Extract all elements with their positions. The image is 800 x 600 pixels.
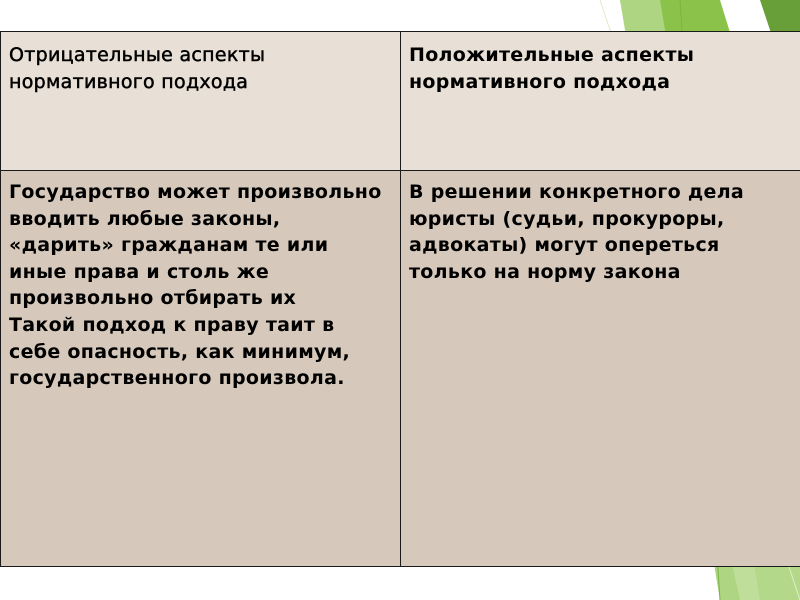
header-negative-text: Отрицательные аспекты нормативного подхода bbox=[9, 44, 266, 93]
header-positive-text: Положительные аспекты нормативного подхода bbox=[409, 44, 695, 93]
table-header-row bbox=[1, 32, 800, 171]
header-negative-aspects bbox=[1, 32, 401, 171]
aspects-table bbox=[0, 31, 800, 567]
negative-aspects-text: Государство может произвольно вводить любые законы, «дарить» гражданам те или иные права и столь же произвольно отбирать их Такой подход к праву таит в себе опасность, как минимум, государственного произвола. bbox=[9, 181, 382, 390]
table-row bbox=[1, 171, 800, 567]
header-positive-aspects bbox=[401, 32, 800, 171]
cell-negative-aspects bbox=[1, 171, 401, 567]
positive-aspects-text: В решении конкретного дела юристы (судьи, прокуроры, адвокаты) могут опереться только на норму закона bbox=[409, 181, 745, 283]
cell-positive-aspects bbox=[401, 171, 800, 567]
